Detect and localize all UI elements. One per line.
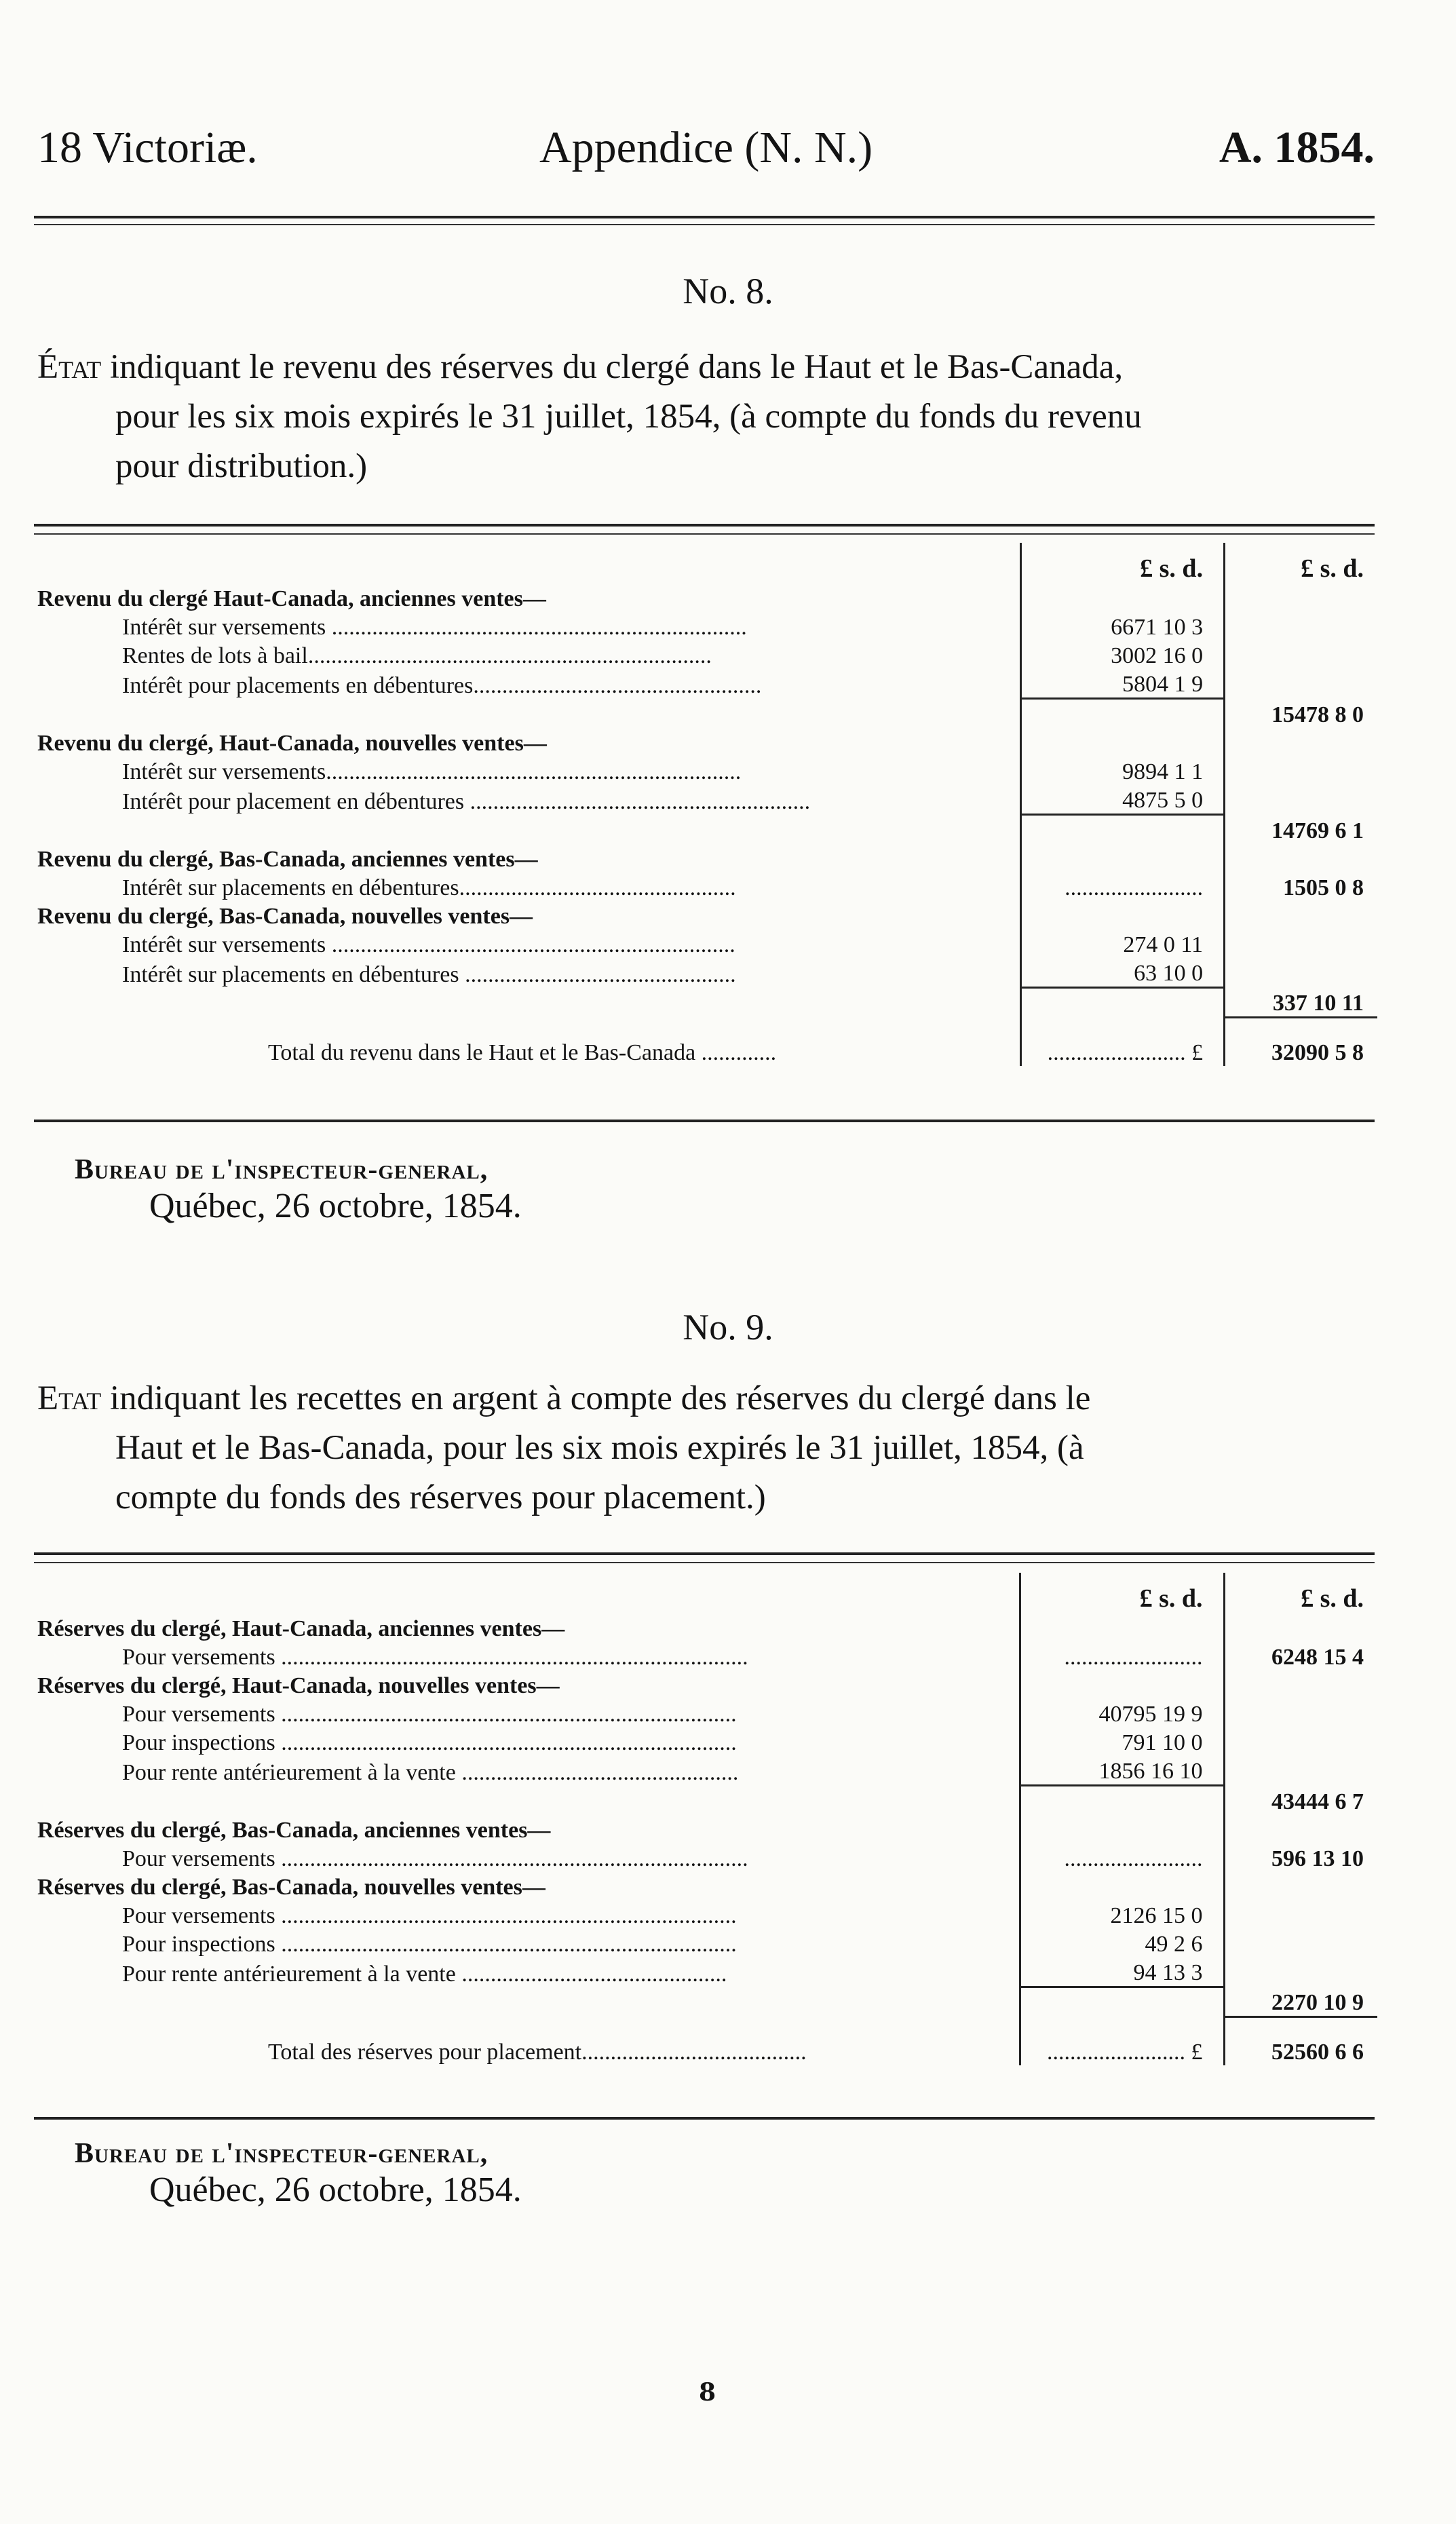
- section-9-title-line2: Haut et le Bas-Canada, pour les six mois expirés le 31 juillet, 1854, (à: [115, 1429, 1084, 1467]
- row-description: Réserves du clergé, Bas-Canada, anciennes ventes—: [37, 1818, 551, 1843]
- row-subtotal: 43444 6 7: [1271, 1789, 1364, 1814]
- row-amount: [1021, 584, 1225, 612]
- section-9-signature-place: Québec, 26 octobre, 1854.: [149, 2171, 522, 2209]
- total-value: 32090 5 8: [1225, 1017, 1377, 1066]
- table-row: [37, 1699, 1377, 1727]
- table-row: [37, 785, 1377, 815]
- table-row: [37, 640, 1377, 669]
- row-amount: 4875 5 0: [1021, 785, 1225, 815]
- row-amount: ........................: [1020, 1642, 1224, 1670]
- row-description: [37, 699, 1021, 729]
- row-subtotal: 2270 10 9: [1271, 1989, 1364, 2015]
- row-description: Réserves du clergé, Haut-Canada, nouvelles ventes—: [37, 1673, 560, 1698]
- row-subtotal: [1224, 1872, 1377, 1900]
- table-row: [37, 815, 1377, 845]
- header-rule: [34, 216, 1375, 218]
- table-row: [37, 1900, 1377, 1929]
- row-amount: 5804 1 9: [1021, 669, 1225, 699]
- row-subtotal: [1225, 844, 1377, 873]
- row-description: Intérêt sur placements en débentures................................................: [122, 875, 736, 900]
- row-subtotal: [1224, 1613, 1377, 1642]
- row-subtotal: [1225, 901, 1377, 930]
- row-amount: [1021, 988, 1225, 1018]
- column-header-blank: [37, 543, 1021, 584]
- row-subtotal: [1225, 958, 1377, 988]
- section-8-table-top-rule: [34, 524, 1375, 527]
- row-subtotal: [1224, 1727, 1377, 1756]
- row-amount: ........................: [1020, 1843, 1224, 1872]
- row-amount: 274 0 11: [1021, 930, 1225, 958]
- row-amount: 6671 10 3: [1021, 612, 1225, 640]
- total-row: [37, 1017, 1377, 1066]
- row-subtotal: [1225, 728, 1377, 757]
- row-amount: 49 2 6: [1020, 1929, 1224, 1957]
- row-description: Pour inspections ...............................................................................: [122, 1932, 737, 1957]
- section-8-number: No. 8.: [683, 271, 773, 311]
- row-subtotal: [1224, 1900, 1377, 1929]
- section-8-table-top-rule-thin: [34, 533, 1375, 535]
- section-8-title-lead: État: [37, 348, 102, 386]
- table-row: [37, 612, 1377, 640]
- column-header-row: [37, 1573, 1377, 1613]
- section-9-signature: [75, 2137, 522, 2210]
- row-description: Réserves du clergé, Haut-Canada, anciennes ventes—: [37, 1616, 565, 1641]
- total-row: [37, 2016, 1377, 2065]
- header-rule-thin: [34, 224, 1375, 225]
- row-subtotal: [1224, 1929, 1377, 1957]
- table-row: [37, 844, 1377, 873]
- section-9-title: [37, 1374, 1375, 1523]
- row-subtotal: [1224, 1670, 1377, 1699]
- row-description: Pour versements ...............................................................................: [122, 1903, 737, 1928]
- header-appendix: Appendice (N. N.): [539, 123, 873, 172]
- section-8-signature-place: Québec, 26 octobre, 1854.: [149, 1187, 522, 1225]
- table-row: [37, 669, 1377, 699]
- row-description: Pour versements .................................................................................: [122, 1645, 748, 1670]
- row-subtotal: 596 13 10: [1271, 1846, 1364, 1871]
- row-subtotal: 1505 0 8: [1283, 875, 1364, 900]
- column-header-blank: [37, 1573, 1020, 1613]
- section-9-table-top-rule-thin: [34, 1562, 1375, 1563]
- column-header-row: [37, 543, 1377, 584]
- table-row: [37, 1929, 1377, 1957]
- table-row: [37, 901, 1377, 930]
- row-amount: [1020, 1987, 1224, 2017]
- table-row: [37, 988, 1377, 1018]
- row-description: [37, 815, 1021, 845]
- row-subtotal: 15478 8 0: [1271, 702, 1364, 727]
- row-amount: [1021, 728, 1225, 757]
- page-header: [37, 122, 1375, 183]
- column-header-total: £ s. d.: [1301, 554, 1364, 583]
- total-dots: ........................ £: [1020, 2016, 1224, 2065]
- section-8-title-line1: indiquant le revenu des réserves du clergé dans le Haut et le Bas-Canada,: [101, 348, 1124, 386]
- section-9-signature-org: Bureau de l'inspecteur-general,: [75, 2138, 488, 2169]
- table-row: [37, 1613, 1377, 1642]
- row-subtotal: [1225, 930, 1377, 958]
- row-description: Intérêt sur versements ......................................................................: [122, 932, 735, 957]
- row-description: Revenu du clergé Haut-Canada, anciennes ventes—: [37, 586, 546, 611]
- total-label: Total des réserves pour placement.......................................: [268, 2039, 807, 2065]
- row-description: Pour inspections ...............................................................................: [122, 1730, 737, 1755]
- row-amount: ........................: [1021, 873, 1225, 901]
- table-row: [37, 1642, 1377, 1670]
- table-row: [37, 958, 1377, 988]
- column-header-total: £ s. d.: [1301, 1584, 1364, 1613]
- row-amount: [1020, 1815, 1224, 1843]
- row-amount: 2126 15 0: [1020, 1900, 1224, 1929]
- section-9-number: No. 9.: [683, 1307, 773, 1347]
- table-row: [37, 1843, 1377, 1872]
- column-header-detail: £ s. d.: [1020, 1573, 1224, 1613]
- section-8-title-line2: pour les six mois expirés le 31 juillet, 1854, (à compte du fonds du revenu: [115, 398, 1142, 436]
- row-amount: [1020, 1613, 1224, 1642]
- row-description: Revenu du clergé, Bas-Canada, nouvelles ventes—: [37, 904, 533, 929]
- row-description: Intérêt sur versements........................................................................: [122, 759, 742, 784]
- header-session: 18 Victoriæ.: [37, 123, 258, 172]
- row-description: Revenu du clergé, Bas-Canada, anciennes ventes—: [37, 847, 538, 872]
- row-amount: 3002 16 0: [1021, 640, 1225, 669]
- row-description: Réserves du clergé, Bas-Canada, nouvelles ventes—: [37, 1875, 545, 1900]
- row-description: Revenu du clergé, Haut-Canada, nouvelles ventes—: [37, 731, 547, 756]
- table-row: [37, 699, 1377, 729]
- row-description: Pour versements .................................................................................: [122, 1846, 748, 1871]
- row-subtotal: [1225, 612, 1377, 640]
- row-subtotal: 6248 15 4: [1271, 1645, 1364, 1670]
- section-9-table-top-rule: [34, 1552, 1375, 1555]
- section-9-title-lead: Etat: [37, 1379, 102, 1417]
- total-value: 52560 6 6: [1224, 2016, 1377, 2065]
- row-subtotal: [1225, 785, 1377, 815]
- row-amount: 94 13 3: [1020, 1957, 1224, 1987]
- row-amount: [1021, 815, 1225, 845]
- row-subtotal: [1225, 669, 1377, 699]
- row-subtotal: [1225, 757, 1377, 785]
- section-9-title-line3: compte du fonds des réserves pour placement.): [115, 1478, 766, 1516]
- table-row: [37, 728, 1377, 757]
- section-9-title-line1: indiquant les recettes en argent à compte des réserves du clergé dans le: [101, 1379, 1091, 1417]
- section-9-table-bottom-rule: [34, 2117, 1375, 2120]
- row-amount: [1021, 901, 1225, 930]
- row-subtotal: [1224, 1815, 1377, 1843]
- row-amount: 791 10 0: [1020, 1727, 1224, 1756]
- header-year: A. 1854.: [1219, 123, 1375, 172]
- table-row: [37, 757, 1377, 785]
- table-row: [37, 1727, 1377, 1756]
- row-subtotal: [1224, 1957, 1377, 1987]
- row-description: Rentes de lots à bail......................................................................: [122, 643, 712, 668]
- row-description: Pour versements ...............................................................................: [122, 1702, 737, 1727]
- row-description: Intérêt pour placement en débentures ...........................................................: [122, 788, 811, 814]
- row-description: [37, 1786, 1020, 1816]
- row-amount: 9894 1 1: [1021, 757, 1225, 785]
- row-description: Intérêt sur placements en débentures ...............................................: [122, 961, 736, 987]
- row-description: Pour rente antérieurement à la vente ..............................................: [122, 1961, 727, 1987]
- column-header-detail: £ s. d.: [1021, 543, 1225, 584]
- row-description: [37, 1987, 1020, 2017]
- row-description: Intérêt pour placements en débentures..................................................: [122, 672, 762, 698]
- row-subtotal: [1224, 1699, 1377, 1727]
- table-row: [37, 1872, 1377, 1900]
- table-row: [37, 1670, 1377, 1699]
- section-8-title: [37, 343, 1375, 491]
- row-description: [37, 988, 1021, 1018]
- row-amount: 1856 16 10: [1020, 1756, 1224, 1786]
- section-8-signature-org: Bureau de l'inspecteur-general,: [75, 1154, 488, 1185]
- row-description: Intérêt sur versements ........................................................................: [122, 615, 747, 640]
- row-subtotal: 14769 6 1: [1271, 818, 1364, 843]
- section-8-table-bottom-rule: [34, 1120, 1375, 1122]
- row-amount: [1020, 1872, 1224, 1900]
- row-amount: [1021, 844, 1225, 873]
- row-amount: 63 10 0: [1021, 958, 1225, 988]
- table-row: [37, 1756, 1377, 1786]
- row-description: Pour rente antérieurement à la vente ................................................: [122, 1759, 739, 1785]
- total-dots: ........................ £: [1021, 1017, 1225, 1066]
- table-row: [37, 1815, 1377, 1843]
- section-8-signature: [75, 1153, 522, 1226]
- section-8-title-line3: pour distribution.): [115, 447, 368, 485]
- table-row: [37, 1987, 1377, 2017]
- section-8-table: [37, 543, 1377, 1066]
- row-subtotal: 337 10 11: [1272, 990, 1364, 1016]
- table-row: [37, 930, 1377, 958]
- row-amount: [1021, 699, 1225, 729]
- table-row: [37, 1957, 1377, 1987]
- row-subtotal: [1225, 584, 1377, 612]
- section-9-table: [37, 1573, 1377, 2065]
- row-amount: [1020, 1670, 1224, 1699]
- row-amount: 40795 19 9: [1020, 1699, 1224, 1727]
- table-row: [37, 873, 1377, 901]
- row-amount: [1020, 1786, 1224, 1816]
- table-row: [37, 1786, 1377, 1816]
- row-subtotal: [1225, 640, 1377, 669]
- total-label: Total du revenu dans le Haut et le Bas-Canada .............: [268, 1039, 777, 1065]
- table-row: [37, 584, 1377, 612]
- page-number: 8: [699, 2378, 716, 2407]
- row-subtotal: [1224, 1756, 1377, 1786]
